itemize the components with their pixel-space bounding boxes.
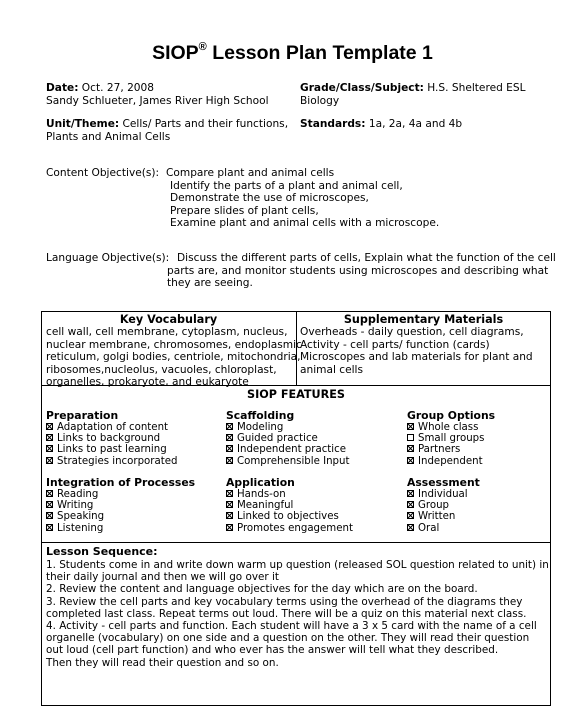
- feature-item: [46, 500, 195, 511]
- group-options-heading: Group Options: [407, 409, 496, 422]
- date-value: Oct. 27, 2008: [78, 82, 155, 94]
- sequence-line: out loud (cell part function) and who ever has the answer will tell what they described.: [46, 644, 499, 657]
- feature-item: [226, 511, 353, 522]
- feature-item-label: Group: [418, 500, 450, 512]
- feature-item: [46, 523, 195, 534]
- integration-group: [46, 477, 195, 534]
- language-objectives-line: parts are, and monitor students using microscopes and describing what: [167, 264, 549, 277]
- feature-item-label: Speaking: [57, 511, 105, 523]
- content-objectives-line: Prepare slides of plant cells,: [170, 204, 319, 217]
- checked-checkbox[interactable]: [407, 512, 414, 519]
- supplementary-line: Microscopes and lab materials for plant and: [300, 351, 533, 363]
- content-objectives-line: Examine plant and animal cells with a microscope.: [170, 217, 440, 229]
- supplementary-line: Activity - cell parts/ function (cards): [300, 338, 490, 351]
- grade-value-2: Biology: [300, 94, 340, 107]
- language-objectives-line: they are seeing.: [167, 277, 253, 289]
- feature-item: [407, 523, 480, 534]
- vocab-line: ribosomes,nucleolus, vacuoles, chloroplast,: [46, 363, 277, 376]
- checked-checkbox[interactable]: [226, 423, 233, 430]
- feature-item-label: Independent practice: [237, 444, 347, 456]
- feature-item-label: Linked to objectives: [237, 511, 339, 523]
- sequence-line: organelle (vocabulary) on one side and a question on the other. They will read their question: [46, 632, 530, 645]
- scaffolding-heading: Scaffolding: [226, 409, 295, 422]
- integration-heading: Integration of Processes: [46, 476, 196, 489]
- siop-features-heading: SIOP FEATURES: [247, 388, 345, 401]
- checked-checkbox[interactable]: [46, 524, 53, 531]
- feature-item: [407, 433, 495, 444]
- language-objectives-line: Discuss the different parts of cells, Explain what the function of the cell: [177, 252, 556, 264]
- unchecked-checkbox[interactable]: [407, 434, 414, 441]
- vocab-line: cell wall, cell membrane, cytoplasm, nucleus,: [46, 326, 288, 338]
- feature-item-label: Links to past learning: [57, 444, 167, 456]
- sequence-line: completed last class. Repeat terms out loud. There will be a quiz on this material next class.: [46, 607, 527, 620]
- key-vocabulary-heading: Key Vocabulary: [119, 313, 218, 326]
- unit-value: Cells/ Parts and their functions,: [119, 118, 289, 130]
- feature-item-label: Independent: [418, 455, 483, 467]
- checked-checkbox[interactable]: [46, 490, 53, 497]
- feature-item-label: Hands-on: [237, 489, 286, 500]
- feature-item: [46, 444, 177, 455]
- page-title: SIOP® Lesson Plan Template 1: [152, 40, 433, 64]
- date-block: [46, 82, 269, 107]
- content-objectives-line: Demonstrate the use of microscopes,: [170, 192, 369, 204]
- checked-checkbox[interactable]: [407, 423, 414, 430]
- preparation-group: [46, 410, 177, 467]
- checked-checkbox[interactable]: [407, 524, 414, 531]
- feature-item-label: Strategies incorporated: [57, 455, 178, 467]
- feature-item: [407, 511, 480, 522]
- checked-checkbox[interactable]: [226, 501, 233, 508]
- feature-item-label: Listening: [57, 522, 104, 534]
- language-objectives-label: Language Objective(s):: [46, 252, 170, 264]
- lesson-sequence-heading: Lesson Sequence:: [46, 545, 158, 558]
- checked-checkbox[interactable]: [407, 445, 414, 452]
- checked-checkbox[interactable]: [46, 501, 53, 508]
- checked-checkbox[interactable]: [407, 457, 414, 464]
- checked-checkbox[interactable]: [407, 501, 414, 508]
- feature-item: [226, 456, 349, 467]
- feature-item-label: Oral: [418, 522, 440, 534]
- unit-value-2: Plants and Animal Cells: [46, 130, 171, 143]
- feature-item-label: Modeling: [237, 422, 284, 433]
- standards-label: Standards:: [300, 118, 366, 130]
- grade-label: Grade/Class/Subject:: [300, 82, 424, 94]
- checked-checkbox[interactable]: [226, 445, 233, 452]
- teacher-name: Sandy Schlueter, James River High School: [46, 94, 269, 107]
- content-objectives-line: Compare plant and animal cells: [166, 167, 335, 179]
- feature-item: [226, 422, 349, 433]
- application-heading: Application: [226, 476, 295, 489]
- feature-item: [226, 489, 353, 500]
- checked-checkbox[interactable]: [46, 457, 53, 464]
- checked-checkbox[interactable]: [46, 445, 53, 452]
- supplementary-line: animal cells: [300, 363, 364, 376]
- vocab-line: organelles, prokaryote, and eukaryote: [46, 376, 249, 388]
- unit-label: Unit/Theme:: [46, 118, 120, 130]
- feature-item: [407, 456, 495, 467]
- feature-item: [46, 422, 177, 433]
- feature-item: [226, 500, 353, 511]
- checked-checkbox[interactable]: [226, 457, 233, 464]
- feature-item-label: Comprehensible Input: [237, 455, 350, 467]
- feature-item: [46, 489, 195, 500]
- checked-checkbox[interactable]: [226, 434, 233, 441]
- feature-item-label: Individual: [418, 489, 468, 500]
- feature-item-label: Promotes engagement: [237, 522, 353, 534]
- vocab-line: nuclear membrane, chromosomes, endoplasmic: [46, 338, 302, 351]
- checked-checkbox[interactable]: [407, 490, 414, 497]
- grade-block: [300, 82, 526, 107]
- feature-item: [407, 422, 495, 433]
- standards-block: [300, 118, 462, 131]
- feature-item: [46, 511, 195, 522]
- sequence-line: 1. Students come in and write down warm up question (released SOL question related to unit) in: [46, 559, 549, 571]
- checked-checkbox[interactable]: [46, 434, 53, 441]
- supplementary-line: Overheads - daily question, cell diagrams,: [300, 326, 524, 338]
- feature-item-label: Guided practice: [237, 433, 318, 445]
- key-vocabulary-list: [46, 326, 302, 389]
- feature-item-label: Whole class: [418, 422, 479, 433]
- feature-item: [46, 433, 177, 444]
- checked-checkbox[interactable]: [226, 512, 233, 519]
- feature-item: [407, 500, 480, 511]
- feature-item-label: Written: [418, 511, 456, 523]
- supplementary-heading: Supplementary Materials: [343, 313, 504, 326]
- content-objectives-label: Content Objective(s):: [46, 167, 160, 179]
- application-group: [226, 477, 353, 534]
- sequence-line: Then they will read their question and so on.: [46, 656, 279, 669]
- feature-item-label: Reading: [57, 489, 99, 500]
- assessment-group: [407, 477, 480, 534]
- feature-item-label: Partners: [418, 444, 461, 456]
- feature-item: [226, 433, 349, 444]
- feature-item: [46, 456, 177, 467]
- group-options-group: [407, 410, 495, 467]
- assessment-heading: Assessment: [407, 476, 480, 489]
- checked-checkbox[interactable]: [226, 490, 233, 497]
- feature-item-label: Writing: [57, 500, 94, 512]
- standards-value: 1a, 2a, 4a and 4b: [365, 118, 463, 130]
- sequence-line: 2. Review the content and language objectives for the day which are on the board.: [46, 583, 478, 596]
- feature-item: [226, 444, 349, 455]
- feature-item-label: Small groups: [418, 433, 485, 445]
- feature-item-label: Adaptation of content: [57, 422, 169, 433]
- date-label: Date:: [46, 82, 79, 94]
- content-objectives-line: Identify the parts of a plant and animal cell,: [170, 179, 403, 192]
- checked-checkbox[interactable]: [46, 423, 53, 430]
- unit-block: [46, 118, 288, 143]
- vocab-line: reticulum, golgi bodies, centriole, mitochondria,: [46, 351, 301, 363]
- lesson-sequence-list: [46, 559, 549, 669]
- feature-item: [407, 489, 480, 500]
- grade-value: H.S. Sheltered ESL: [423, 82, 526, 94]
- sequence-line: 3. Review the cell parts and key vocabulary terms using the overhead of the diagrams they: [46, 595, 523, 608]
- registered-mark: ®: [198, 40, 207, 53]
- supplementary-list: [300, 326, 533, 376]
- row-divider: [41, 542, 551, 543]
- feature-item-label: Links to background: [57, 433, 161, 445]
- feature-item: [407, 444, 495, 455]
- checked-checkbox[interactable]: [226, 524, 233, 531]
- feature-item-label: Meaningful: [237, 500, 294, 512]
- feature-item: [226, 523, 353, 534]
- sequence-line: 4. Activity - cell parts and function. Each student will have a 3 x 5 card with the name of a cell: [46, 620, 537, 633]
- sequence-line: their daily journal and then we will go over it: [46, 571, 279, 584]
- preparation-heading: Preparation: [46, 409, 119, 422]
- scaffolding-group: [226, 410, 349, 467]
- checked-checkbox[interactable]: [46, 512, 53, 519]
